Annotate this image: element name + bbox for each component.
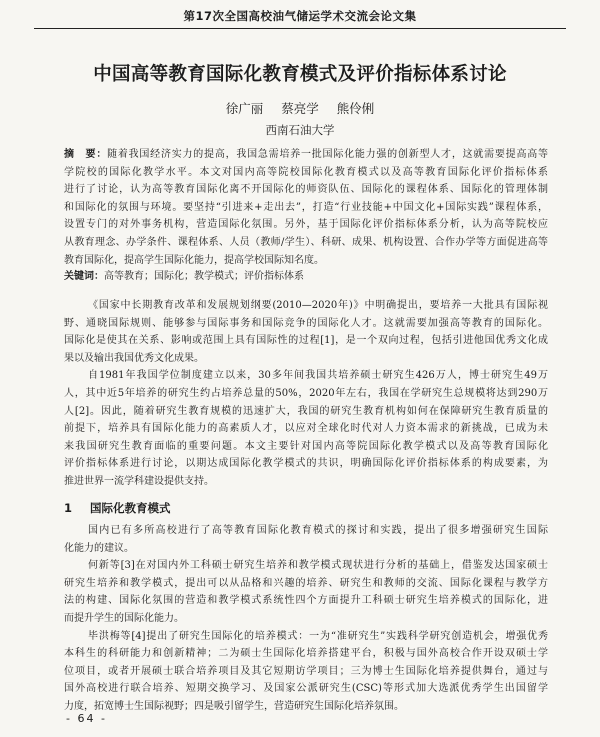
body-line: 来我国研究生教育面临的重要问题。本文主要针对国内高等院国际化教学模式以及高等教育国际化 bbox=[64, 440, 548, 452]
body-line: 自1981年我国学位制度建立以来，30多年间我国共培养硕士研究生426万人，博士研究生49万 bbox=[88, 370, 548, 382]
author-list bbox=[40, 99, 560, 117]
body-line: 国外高校进行联合培养、短期交换学习、及国家公派研究生(CSC)等形式加大选派优秀学生出国留学 bbox=[64, 683, 548, 695]
abstract-line: 从教育理念、办学条件、课程体系、人员（教师/学生）、科研、成果、机构设置、合作办学等方面促进高等 bbox=[64, 236, 548, 248]
section-heading bbox=[64, 500, 171, 516]
body-line: 国内已有多所高校进行了高等教育国际化教育模式的探讨和实践，提出了很多增强研究生国际 bbox=[88, 525, 548, 536]
abstract-line: 和国际化的氛围与环境。要坚持“引进来+走出去”，打造“行业技能+中国文化+国际实践”课程体系， bbox=[64, 201, 548, 213]
section-text bbox=[64, 522, 548, 716]
header-rule bbox=[34, 28, 566, 29]
body-line: 人，其中近5年培养的研究生约占培养总量的50%，2020年左右，我国在学研究生总规模将达到290万 bbox=[64, 387, 548, 399]
keywords-text: 高等教育；国际化；教学模式；评价指标体系 bbox=[104, 271, 304, 282]
keywords bbox=[64, 268, 548, 285]
author-name: 徐广丽 bbox=[225, 101, 264, 116]
body-line: 前提下，培养具有国际化能力的高素质人才，以应对全球化时代对人力资本需求的新挑战，已成为未 bbox=[64, 423, 548, 435]
affiliation: 西南石油大学 bbox=[265, 123, 335, 137]
abstract bbox=[64, 146, 548, 269]
body-line: 人[2]。因此，随着研究生教育规模的迅速扩大，我国的研究生教育机构如何在保障研究生教育质量的 bbox=[64, 405, 548, 417]
body-line: 果以及输出我国优秀文化成果。 bbox=[64, 352, 204, 364]
abstract-label: 摘 要： bbox=[64, 149, 108, 160]
body-line: 位项目，或者开展硕士联合培养项目及其它短期访学项目；三为博士生国际化培养提供舞台，通过与 bbox=[64, 665, 548, 677]
body-line: 力度，拓宽博士生国际视野；四是吸引留学生，营造研究生国际化培养氛围。 bbox=[64, 700, 404, 712]
page-number: - 64 - bbox=[66, 712, 107, 725]
body-line: 本科生的科研能力和创新精神；二为硕士生国际化培养搭建平台，积极与国外高校合作开设双硕士学 bbox=[64, 648, 548, 660]
keywords-label: 关键词： bbox=[64, 271, 104, 282]
body-line: 国际化是使其在关系、影响或范围上具有国际性的过程[1]，是一个双向过程，包括引进他国优秀文化成 bbox=[64, 335, 548, 347]
body-line: 化能力的建议。 bbox=[64, 542, 134, 554]
abstract-line: 设置专门的对外事务机构，营造国际化氛围。另外，基于国际化评价指标体系分析，认为高等院校应 bbox=[64, 219, 548, 231]
abstract-line: 教育国际化，提高学生国际化能力，提高学校国际知名度。 bbox=[64, 254, 324, 266]
abstract-line: 学院校的国际化教学水平。本文对国内高等院校国际化教育模式以及高等教育国际化评价指标体系 bbox=[64, 166, 548, 178]
body-line: 野、通晓国际规则、能够参与国际事务和国际竞争的国际化人才。这就需要加强高等教育的国际化。 bbox=[64, 317, 548, 329]
body-line: 毕洪梅等[4]提出了研究生国际化的培养模式：一为“准研究生”实践科学研究创造机会，增强优秀 bbox=[88, 630, 548, 642]
section-number: 1 bbox=[64, 501, 73, 515]
body-line: 研究生培养和教学模式，提出可以从品格和兴趣的培养、研究生和教师的交流、国际化课程与教学方 bbox=[64, 577, 548, 589]
author-name: 蔡亮学 bbox=[281, 101, 319, 116]
section-title: 国际化教育模式 bbox=[90, 501, 171, 515]
abstract-line: 摘 要：随着我国经济实力的提高，我国急需培养一批国际化能力强的创新型人才，这就需要提高高等 bbox=[64, 149, 548, 160]
body-line: 《国家中长期教育改革和发展规划纲要(2010—2020年)》中明确提出，要培养一大批具有国际视 bbox=[88, 300, 548, 311]
author-name: 熊伶俐 bbox=[336, 101, 375, 116]
running-head: 第17次全国高校油气储运学术交流会论文集 bbox=[183, 9, 417, 23]
paper-title: 中国高等教育国际化教育模式及评价指标体系讨论 bbox=[93, 64, 507, 85]
body-line: 法的构建、国际化氛围的营造和教学模式系统性四个方面提升工科硕士研究生培养模式的国际化，进 bbox=[64, 595, 548, 607]
abstract-line: 进行了讨论，认为高等教育国际化离不开国际化的师资队伍、国际化的课程体系、国际化的管理体制 bbox=[64, 184, 548, 196]
body-line: 推进世界一流学科建设提供支持。 bbox=[64, 475, 214, 487]
body-line: 何新等[3]在对国内外工科硕士研究生培养和教学模式现状进行分析的基础上，借鉴发达国家硕士 bbox=[88, 560, 548, 572]
body-line: 而提升学生的国际化能力。 bbox=[64, 612, 184, 624]
body-line: 评价指标体系进行讨论，以期达成国际化教学模式的共识，明确国际化评价指标体系的构成要素，为 bbox=[64, 458, 548, 470]
intro-text bbox=[64, 297, 548, 491]
